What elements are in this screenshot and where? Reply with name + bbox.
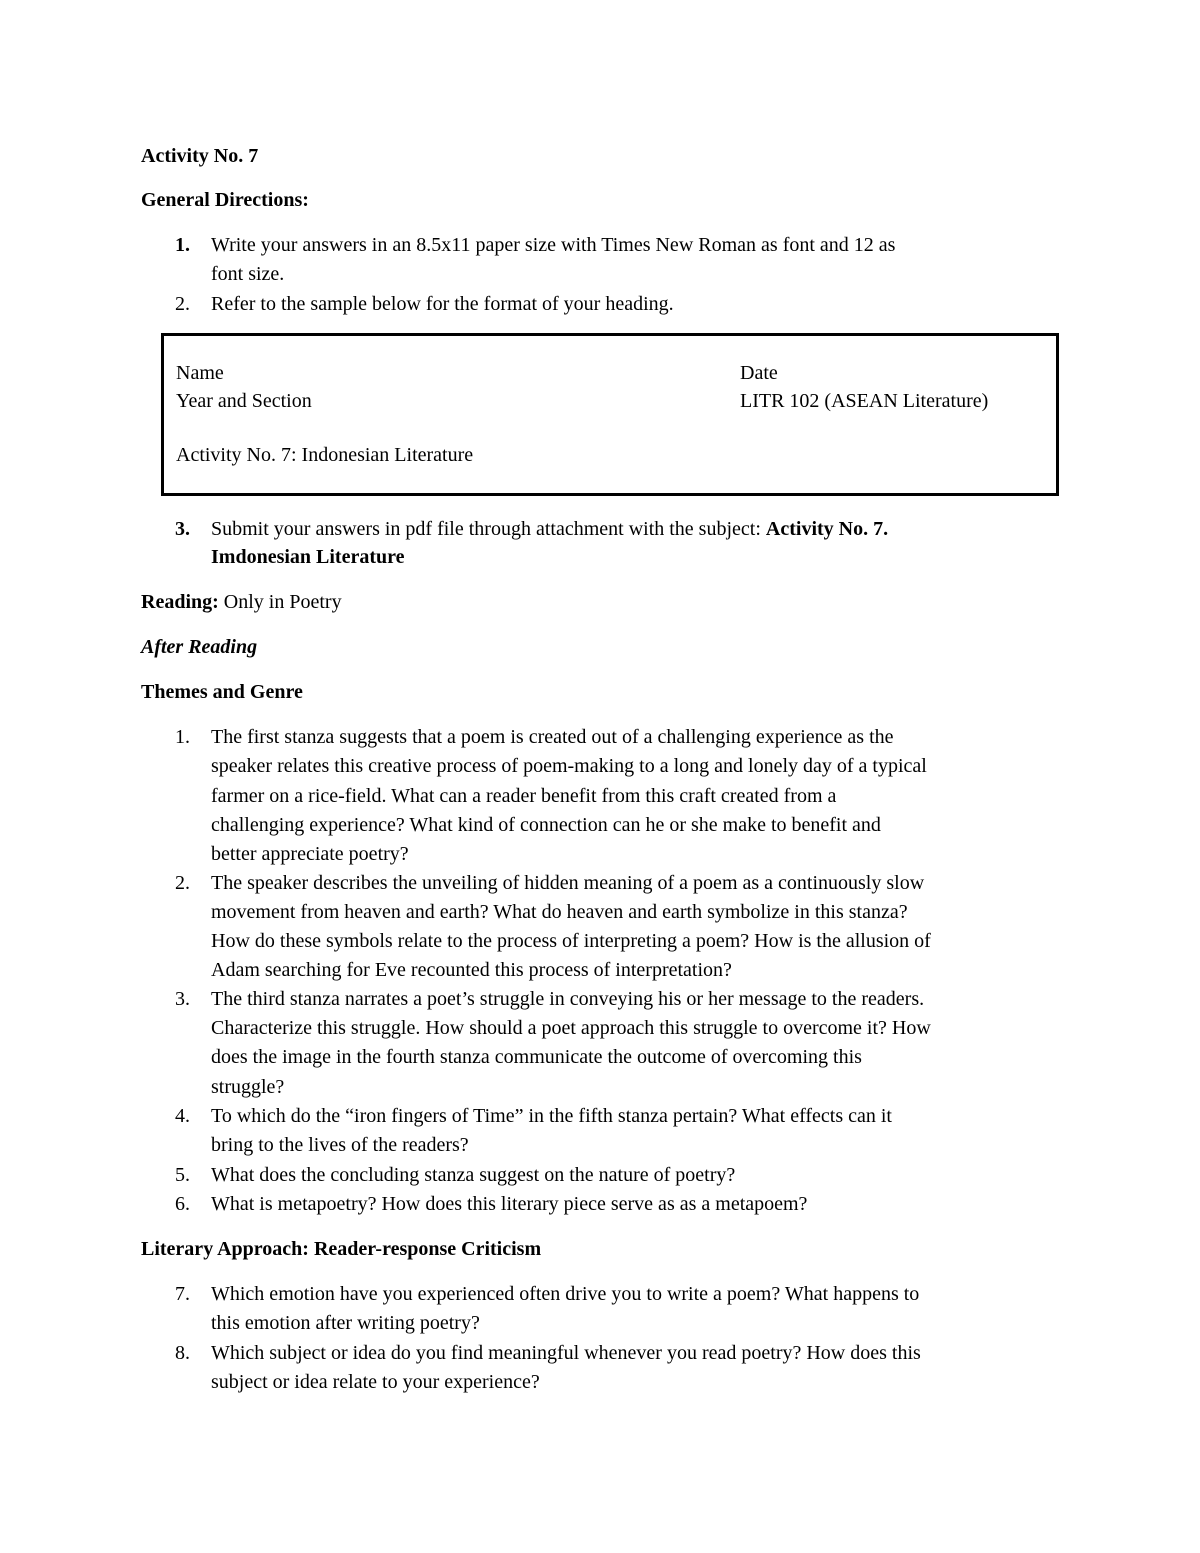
question-7-line-1: Which emotion have you experienced often drive you to write a poem? What happens to xyxy=(211,1283,920,1305)
question-2-line-2: movement from heaven and earth? What do heaven and earth symbolize in this stanza? xyxy=(211,901,908,923)
question-3-line-4: struggle? xyxy=(211,1076,285,1098)
heading-activity-label: Activity No. 7: Indonesian Literature xyxy=(176,444,474,466)
question-3-number: 3. xyxy=(175,988,190,1010)
direction-3-subject-part-1: Activity No. 7. xyxy=(765,518,889,540)
question-2-line-4: Adam searching for Eve recounted this process of interpretation? xyxy=(211,959,732,981)
question-6-line-1: What is metapoetry? How does this literary piece serve as as a metapoem? xyxy=(211,1193,808,1215)
heading-date-label: Date xyxy=(740,362,778,384)
question-4-line-2: bring to the lives of the readers? xyxy=(211,1134,469,1156)
reading-line xyxy=(141,592,342,612)
direction-2-number: 2. xyxy=(175,293,190,315)
question-6-number: 6. xyxy=(175,1193,190,1215)
direction-1-number: 1. xyxy=(175,234,190,256)
direction-2-line-1: Refer to the sample below for the format of your heading. xyxy=(211,293,674,315)
direction-3-text: Submit your answers in pdf file through attachment with the subject: xyxy=(211,518,761,540)
question-8-line-1: Which subject or idea do you find meaningful whenever you read poetry? How does this xyxy=(211,1342,921,1364)
question-2-line-3: How do these symbols relate to the process of interpreting a poem? How is the allusion of xyxy=(211,930,931,952)
direction-3-number: 3. xyxy=(175,518,190,540)
question-8-line-2: subject or idea relate to your experience? xyxy=(211,1371,540,1393)
direction-1-line-2: font size. xyxy=(211,263,285,285)
question-3-line-1: The third stanza narrates a poet’s struggle in conveying his or her message to the readers. xyxy=(211,988,925,1010)
question-1-line-5: better appreciate poetry? xyxy=(211,843,409,865)
question-1-line-3: farmer on a rice-field. What can a reader benefit from this craft created from a xyxy=(211,785,837,807)
question-1-line-2: speaker relates this creative process of poem-making to a long and lonely day of a typical xyxy=(211,755,927,777)
question-7-line-2: this emotion after writing poetry? xyxy=(211,1312,480,1334)
direction-3-line-1 xyxy=(211,519,888,539)
question-1-line-1: The first stanza suggests that a poem is created out of a challenging experience as the xyxy=(211,726,894,748)
question-5-line-1: What does the concluding stanza suggest on the nature of poetry? xyxy=(211,1164,736,1186)
question-4-number: 4. xyxy=(175,1105,190,1127)
question-3-line-2: Characterize this struggle. How should a poet approach this struggle to overcome it? How xyxy=(211,1017,931,1039)
heading-year-section-label: Year and Section xyxy=(176,390,312,412)
after-reading-heading: After Reading xyxy=(141,636,258,658)
reading-value: Only in Poetry xyxy=(223,591,342,613)
question-8-number: 8. xyxy=(175,1342,190,1364)
direction-3-subject-part-2: Imdonesian Literature xyxy=(211,546,405,568)
direction-1-line-1: Write your answers in an 8.5x11 paper size with Times New Roman as font and 12 as xyxy=(211,234,896,256)
heading-name-label: Name xyxy=(176,362,224,384)
themes-genre-heading: Themes and Genre xyxy=(141,681,303,703)
question-5-number: 5. xyxy=(175,1164,190,1186)
general-directions-heading: General Directions: xyxy=(141,189,309,211)
literary-approach-heading: Literary Approach: Reader-response Criticism xyxy=(141,1238,542,1260)
question-1-line-4: challenging experience? What kind of connection can he or she make to benefit and xyxy=(211,814,881,836)
question-7-number: 7. xyxy=(175,1283,190,1305)
question-4-line-1: To which do the “iron fingers of Time” in the fifth stanza pertain? What effects can it xyxy=(211,1105,892,1127)
heading-sample-box xyxy=(161,333,1059,496)
question-2-number: 2. xyxy=(175,872,190,894)
heading-course-label: LITR 102 (ASEAN Literature) xyxy=(740,390,989,412)
question-2-line-1: The speaker describes the unveiling of hidden meaning of a poem as a continuously slow xyxy=(211,872,925,894)
activity-title: Activity No. 7 xyxy=(141,145,259,167)
question-1-number: 1. xyxy=(175,726,190,748)
reading-label: Reading: xyxy=(141,591,219,613)
question-3-line-3: does the image in the fourth stanza communicate the outcome of overcoming this xyxy=(211,1046,862,1068)
